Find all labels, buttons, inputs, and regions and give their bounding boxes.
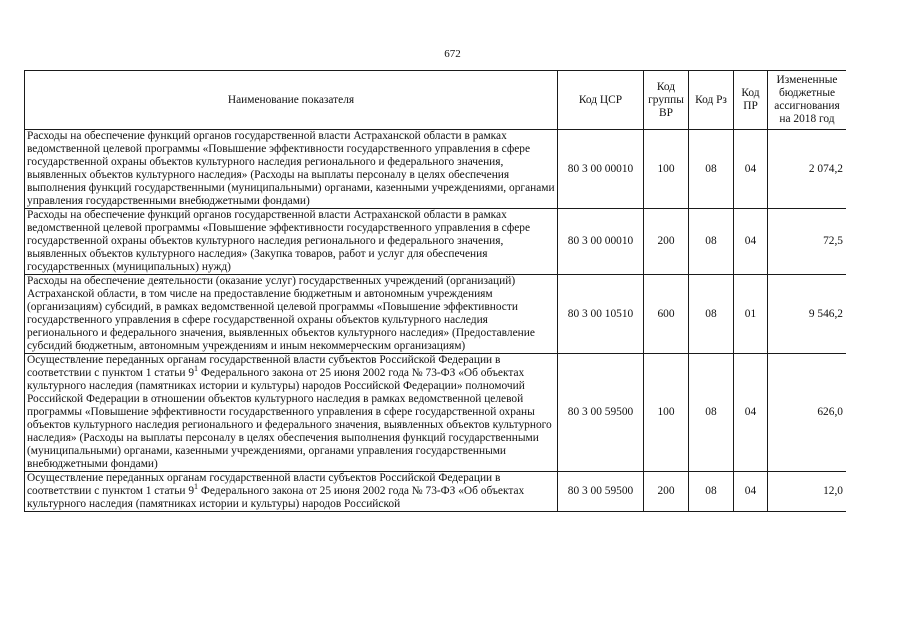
row-pr-code: 04: [734, 209, 768, 275]
row-rz-code: 08: [689, 209, 734, 275]
row-csr-code: 80 3 00 10510: [558, 275, 644, 354]
footnote-superscript: 1: [194, 482, 199, 492]
row-pr-code: 04: [734, 354, 768, 472]
row-rz-code: 08: [689, 275, 734, 354]
header-csr-code: Код ЦСР: [558, 71, 644, 130]
row-name: Расходы на обеспечение функций органов государственной власти Астраханской области в рамках ведомственной целевой программы «Повышение эффективности государственного управления в сфере государственной охраны объектов культурного наследия регионального и федерального значения, выявленных объектов культурного наследия» (Расходы на выплаты персоналу в целях обеспечения выполнения функций государственными (муниципальными) органами, казенными учреждениями, органами управления государственными внебюджетными фондами): [25, 130, 558, 209]
table-header-row: [25, 71, 847, 130]
row-vr-code: 200: [644, 209, 689, 275]
header-vr-code: Код группы ВР: [644, 71, 689, 130]
row-vr-code: 100: [644, 354, 689, 472]
row-csr-code: 80 3 00 59500: [558, 472, 644, 512]
table-row: [25, 275, 847, 354]
row-name: Расходы на обеспечение деятельности (оказание услуг) государственных учреждений (организаций) Астраханской области, в том числе на предоставление бюджетным и автономным учреждениям (организациям) субсидий, в рамках ведомственной целевой программы «Повышение эффективности государственного управления в сфере государственной охраны объектов культурного наследия регионального и федерального значения, выявленных объектов культурного наследия» (Предоставление субсидий бюджетным, автономным учреждениям и иным некоммерческим организациям): [25, 275, 558, 354]
row-amount: 626,0: [768, 354, 847, 472]
row-name: [25, 472, 558, 512]
row-pr-code: 04: [734, 130, 768, 209]
row-name: [25, 354, 558, 472]
row-vr-code: 200: [644, 472, 689, 512]
row-rz-code: 08: [689, 472, 734, 512]
row-name-start: Осуществление переданных органам государственной власти субъектов Российской Федерации в соответствии с пунктом 1 статьи 9: [27, 472, 501, 497]
budget-table: [24, 70, 846, 512]
row-name-end: Федерального закона от 25 июня 2002 года № 73-ФЗ «Об объектах культурного наследия (памятниках истории и культуры) народов Российской Федерации» полномочий Российской Федерации в отношении объектов культурного наследия в рамках ведомственной целевой программы «Повышение эффективности государственного управления в сфере государственной охраны объектов культурного наследия регионального и федерального значения, выявленных объектов культурного наследия» (Расходы на выплаты персоналу в целях обеспечения выполнения функций государственными (муниципальными) органами, казенными учреждениями, органами управления государственными внебюджетными фондами): [27, 367, 552, 470]
table-row: [25, 354, 847, 472]
row-rz-code: 08: [689, 354, 734, 472]
footnote-superscript: 1: [194, 364, 199, 374]
row-csr-code: 80 3 00 59500: [558, 354, 644, 472]
row-csr-code: 80 3 00 00010: [558, 209, 644, 275]
header-amount: Измененные бюджетные ассигнования на 2018 год: [768, 71, 847, 130]
row-amount: 2 074,2: [768, 130, 847, 209]
header-name: Наименование показателя: [25, 71, 558, 130]
header-pr-code: Код ПР: [734, 71, 768, 130]
table-row: [25, 130, 847, 209]
row-amount: 12,0: [768, 472, 847, 512]
table-row: [25, 472, 847, 512]
page-number: 672: [444, 48, 461, 60]
header-rz-code: Код Рз: [689, 71, 734, 130]
row-amount: 9 546,2: [768, 275, 847, 354]
row-rz-code: 08: [689, 130, 734, 209]
row-amount: 72,5: [768, 209, 847, 275]
budget-table-container: [24, 70, 846, 640]
row-name: Расходы на обеспечение функций органов государственной власти Астраханской области в рамках ведомственной целевой программы «Повышение эффективности государственного управления в сфере государственной охраны объектов культурного наследия регионального и федерального значения, выявленных объектов культурного наследия» (Закупка товаров, работ и услуг для обеспечения государственных (муниципальных) нужд): [25, 209, 558, 275]
row-name-end: Федерального закона от 25 июня 2002 года № 73-ФЗ «Об объектах культурного наследия (памятниках истории и культуры) народов Российской: [27, 485, 525, 510]
table-row: [25, 209, 847, 275]
row-vr-code: 600: [644, 275, 689, 354]
row-csr-code: 80 3 00 00010: [558, 130, 644, 209]
row-vr-code: 100: [644, 130, 689, 209]
row-name-start: Осуществление переданных органам государственной власти субъектов Российской Федерации в соответствии с пунктом 1 статьи 9: [27, 354, 501, 379]
row-pr-code: 04: [734, 472, 768, 512]
row-pr-code: 01: [734, 275, 768, 354]
